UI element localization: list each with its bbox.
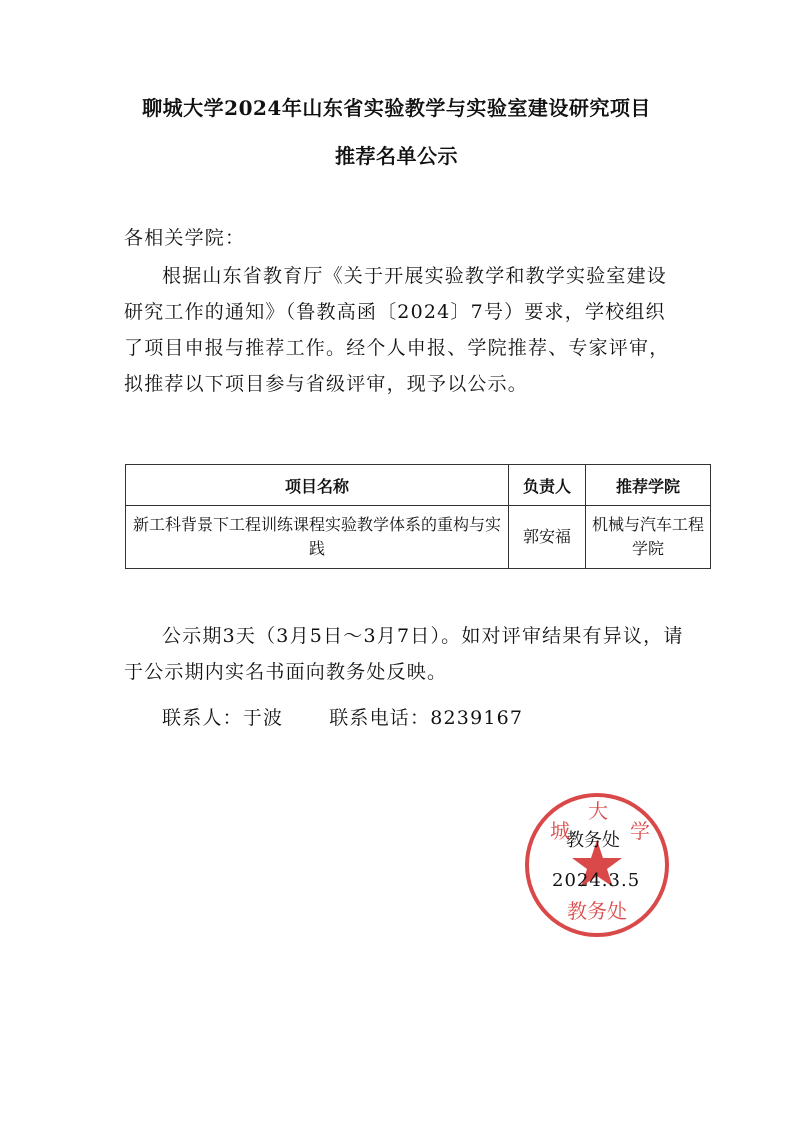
signature-date: 2024.3.5	[552, 870, 641, 891]
table-header-row	[126, 465, 711, 506]
notice-paragraph: 公示期3天（3月5日～3月7日）。如对评审结果有异议，请于公示期内实名书面向教务处反映。	[124, 625, 684, 683]
project-table	[125, 464, 711, 569]
cell-project-name: 新工科背景下工程训练课程实验教学体系的重构与实践	[126, 506, 509, 569]
svg-text:城: 城	[550, 819, 570, 843]
contact-person: 联系人：于波	[162, 707, 284, 729]
official-seal	[522, 790, 672, 940]
cell-college: 机械与汽车工程学院	[586, 506, 711, 569]
salutation: 各相关学院：	[124, 227, 246, 249]
svg-text:大: 大	[588, 799, 608, 823]
svg-text:学: 学	[630, 819, 650, 843]
table-row	[126, 506, 711, 569]
header-project-name: 项目名称	[126, 465, 509, 506]
svg-text:教务处: 教务处	[567, 899, 627, 923]
cell-leader: 郭安福	[509, 506, 586, 569]
body-paragraph: 根据山东省教育厅《关于开展实验教学和教学实验室建设研究工作的通知》（鲁教高函〔2024〕7号）要求，学校组织了项目申报与推荐工作。经个人申报、学院推荐、专家评审，拟推荐以下项目参与省级评审，现予以公示。	[124, 265, 670, 395]
contact-line	[162, 700, 722, 736]
document-title: 聊城大学2024年山东省实验教学与实验室建设研究项目	[142, 96, 651, 120]
document-subtitle: 推荐名单公示	[335, 144, 458, 168]
header-college: 推荐学院	[586, 465, 711, 506]
signature-office: 教务处	[566, 830, 620, 851]
header-leader: 负责人	[509, 465, 586, 506]
contact-phone: 联系电话：8239167	[329, 707, 524, 729]
